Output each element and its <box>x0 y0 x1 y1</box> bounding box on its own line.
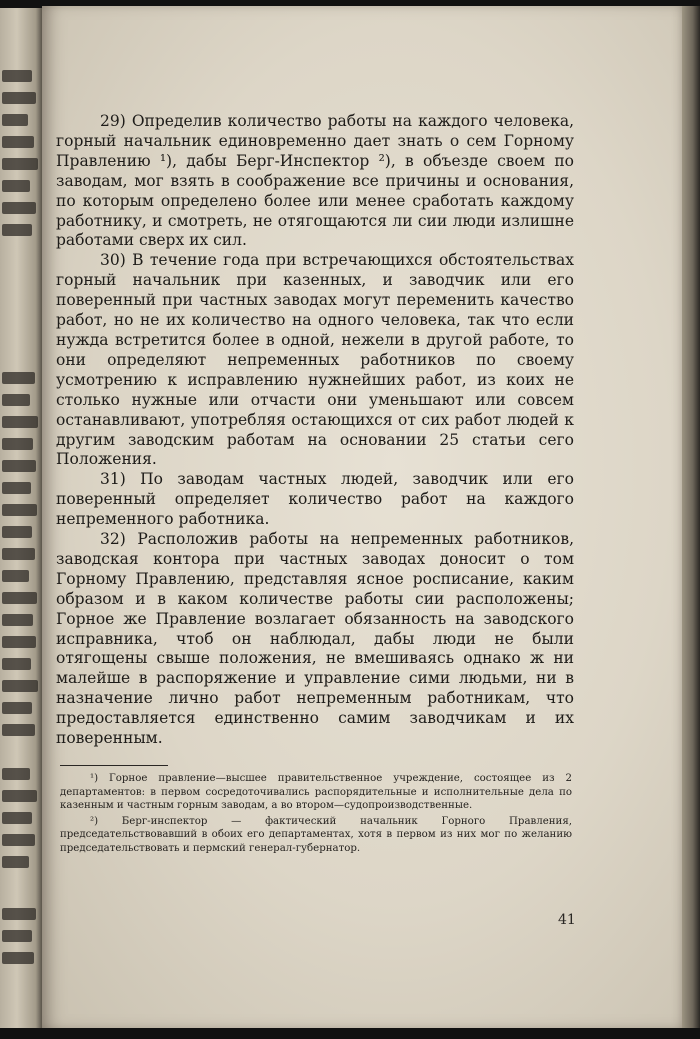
paragraph-31: 31) По заводам частных людей, заводчик или его поверенный определяет количество работ на каждого непременного работника. <box>56 470 574 529</box>
page-stack-edge <box>682 6 700 1028</box>
footnotes <box>60 772 572 858</box>
footnote-2: ²) Берг-инспектор — фактический начальник Горного Правления, председательствовавший в обоих его департаментах, хотя в первом из них мог по желанию председательствовать и пермский генерал-губернатор. <box>60 815 572 854</box>
paragraph-32: 32) Расположив работы на непременных работников, заводская контора при частных заводах доносит о том Горному Правлению, представляя ясное росписание, каким образом и в каком количестве работы сии расположены; Горное же Правление возлагает обязанность на заводского исправника, чтоб он наблюдал, дабы люди не были отягощены свыше положения, не вмешиваясь однако ж ни малейше в распоряжение и управление сими людьми, ни в назначение лично работ непременным работникам, что предоставляется единственно самим заводчикам и их поверенным. <box>56 530 574 748</box>
paragraph-30: 30) В течение года при встречающихся обстоятельствах горный начальник при казенных, и заводчик или его поверенный при частных заводах могут переменить качество работ, но не их количество на одного человека, так что если нужда встретится более в одной, нежели в другой работе, то они определяют непременных работников по своему усмотрению к исправлению нужнейших работ, из коих не столько нужные или отчасти они уменьшают или совсем останавливают, употребляя остающихся от сих работ людей к другим заводским работам на основании 25 статьи сего Положения. <box>56 251 574 469</box>
main-text <box>56 112 574 749</box>
page-number: 41 <box>558 912 576 928</box>
paragraph-29: 29) Определив количество работы на каждого человека, горный начальник единовременно дает знать о сем Горному Правлению ¹), дабы Берг-Инспектор ²), в объезде своем по заводам, мог взять в соображение все причины и основания, по которым определено более или менее сработать каждому работнику, и смотреть, не отягощаются ли сии люди излишне работами сверх их сил. <box>56 112 574 250</box>
facing-page-edge <box>0 8 42 1028</box>
footnote-1: ¹) Горное правление—высшее правительственное учреждение, состоящее из 2 департаментов: в первом сосредоточивались распорядительные и исполнительные дела по казенным и частным горным заводам, а во втором—судопроизводственные. <box>60 773 572 812</box>
footnote-separator <box>60 765 168 766</box>
